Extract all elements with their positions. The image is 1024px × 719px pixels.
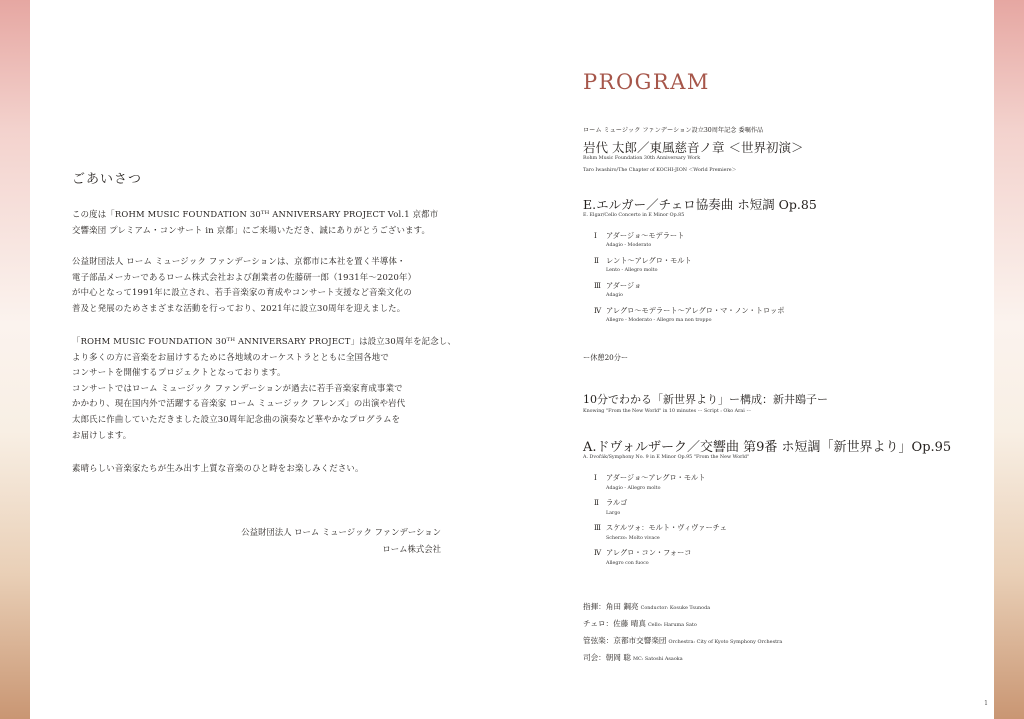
performer-english: MC: Satoshi Asaoka — [632, 656, 683, 662]
text-line: 普及と発展のためさまざまな活動を行っており、2021年に設立30周年を迎えました。 — [72, 302, 406, 313]
performer-role-name: チェロ：佐藤 晴真 — [583, 619, 646, 628]
movement-title: アレグロ〜モデラート〜アレグロ・マ・ノン・トロッポ — [606, 306, 785, 315]
text-line: 公益財団法人 ローム ミュージック ファンデーションは、京都市に本社を置く半導体・ — [72, 256, 406, 266]
movement-number: Ⅱ — [594, 498, 599, 507]
piece4-title: A.ドヴォルザーク／交響曲 第9番 ホ短調「新世界より」Op.95 — [583, 440, 952, 455]
piece2-title: E.エルガー／チェロ協奏曲 ホ短調 Op.85 — [583, 197, 817, 212]
text-line: が中心となって1991年に設立され、若手音楽家の育成やコンサート支援など音楽文化の — [72, 287, 412, 298]
piece3-english: Knowing "From the New World" in 10 minutes ー Script : Oko Arai ー — [583, 409, 752, 414]
text-line: この度は「ROHM MUSIC FOUNDATION 30ᵀᴴ ANNIVERSARY PROJECT Vol.1 京都市 — [72, 209, 439, 219]
piece1-english-2: Taro Iwashiro/The Chapter of KOCHI-JION ＜World Premiere＞ — [583, 168, 737, 173]
piece4-movement-1 — [594, 473, 705, 483]
piece2-english: E. Elgar/Cello Concerto in E Minor Op.85 — [583, 213, 685, 218]
movement-number: Ⅳ — [594, 306, 602, 315]
signature-foundation: 公益財団法人 ローム ミュージック ファンデーション — [241, 527, 441, 537]
piece4-movement-4-en: Allegro con fuoco — [606, 561, 649, 566]
piece4-movement-2-en: Largo — [606, 511, 621, 516]
piece2-movement-1 — [594, 231, 684, 241]
piece1-title: 岩代 太郎／東風慈音ノ章 ＜世界初演＞ — [583, 140, 804, 155]
performer-role-name: 管弦楽：京都市交響楽団 — [583, 636, 667, 645]
piece4-movement-3-en: Scherzo: Molto vivace — [606, 536, 660, 541]
text-line: お届けします。 — [72, 429, 132, 440]
performer-cello — [583, 618, 697, 629]
performer-conductor — [583, 601, 710, 612]
text-line: かかわり、現在国内外で活躍する音楽家 ローム ミュージック フレンズ」の出演や岩代 — [72, 398, 406, 409]
movement-title: アダージョ〜アレグロ・モルト — [606, 473, 706, 482]
piece2-movement-2 — [594, 256, 692, 266]
performer-english: Cello: Haruma Sato — [647, 622, 697, 628]
text-line: 交響楽団 プレミアム・コンサート in 京都」にご来場いただき、誠にありがとうございます。 — [72, 224, 431, 235]
piece4-movement-3 — [594, 523, 727, 533]
performer-orchestra — [583, 635, 782, 646]
piece1-english-1: Rohm Music Foundation 30th Anniversary Work — [583, 156, 701, 161]
movement-number: Ⅱ — [594, 256, 599, 265]
greeting-paragraph-3 — [72, 334, 456, 443]
performer-english: Orchestra: City of Kyoto Symphony Orchestra — [668, 639, 783, 645]
movement-number: Ⅲ — [594, 523, 601, 532]
movement-number: Ⅳ — [594, 548, 602, 557]
piece4-movement-2 — [594, 498, 627, 508]
text-line: 電子部品メーカーであるローム株式会社および創業者の佐藤研一郎（1931年〜2020年） — [72, 271, 417, 282]
right-decorative-edge — [994, 0, 1024, 719]
program-title: PROGRAM — [583, 70, 710, 94]
piece4-english: A. Dvořák/Symphony No. 9 in E Minor Op.95 "From the New World" — [583, 455, 750, 460]
text-line: 太郎氏に作曲していただきました設立30周年記念曲の演奏など華やかなプログラムを — [72, 413, 401, 424]
signature-company: ローム株式会社 — [382, 544, 441, 554]
movement-title: ラルゴ — [606, 498, 628, 507]
piece2-movement-4-en: Allegro - Moderato - Allegro ma non troppo — [606, 318, 712, 323]
movement-number: Ⅲ — [594, 281, 601, 290]
greeting-paragraph-1 — [72, 207, 438, 238]
piece2-movement-4 — [594, 306, 784, 316]
movement-title: アダージョ〜モデラート — [606, 231, 685, 240]
piece2-movement-3-en: Adagio — [606, 293, 623, 298]
piece4-movement-4 — [594, 548, 691, 558]
performer-role-name: 司会：朝岡 聡 — [583, 653, 631, 662]
performer-role-name: 指揮：角田 鋼亮 — [583, 602, 639, 611]
text-line: より多くの方に音楽をお届けするために各地域のオーケストラとともに全国各地で — [72, 351, 389, 362]
movement-number: Ⅰ — [594, 473, 597, 482]
text-line: 「ROHM MUSIC FOUNDATION 30ᵀᴴ ANNIVERSARY PROJECT」は設立30周年を記念し、 — [72, 336, 456, 346]
intermission: ー休憩20分ー — [583, 353, 629, 362]
text-line: コンサートを開催するプロジェクトとなっております。 — [72, 367, 286, 378]
signature-block — [241, 524, 441, 558]
text-line: コンサートではローム ミュージック ファンデーションが過去に若手音楽家育成事業で — [72, 382, 403, 393]
text-line: 素晴らしい音楽家たちが生み出す上質な音楽のひと時をお楽しみください。 — [72, 463, 364, 473]
piece1-caption: ローム ミュージック ファンデーション設立30周年記念 委嘱作品 — [583, 127, 764, 134]
piece4-movement-1-en: Adagio - Allegro molto — [606, 486, 661, 491]
movement-title: アダージョ — [606, 281, 642, 290]
greeting-paragraph-2 — [72, 254, 416, 316]
performer-english: Conductor: Kosuke Tsunoda — [640, 605, 711, 611]
greeting-paragraph-4 — [72, 461, 364, 477]
greeting-title: ごあいさつ — [72, 172, 143, 187]
movement-number: Ⅰ — [594, 231, 597, 240]
movement-title: アレグロ・コン・フォーコ — [606, 548, 692, 557]
performer-mc — [583, 652, 683, 663]
left-decorative-edge — [0, 0, 30, 719]
piece2-movement-2-en: Lento - Allegro molto — [606, 268, 658, 273]
piece3-title: 10分でわかる「新世界より」ー構成：新井鴎子ー — [583, 393, 828, 406]
movement-title: スケルツォ：モルト・ヴィヴァーチェ — [606, 523, 727, 532]
piece2-movement-1-en: Adagio - Moderato — [606, 243, 652, 248]
movement-title: レント〜アレグロ・モルト — [606, 256, 692, 265]
piece2-movement-3 — [594, 281, 641, 291]
page-number: 1 — [984, 700, 988, 707]
